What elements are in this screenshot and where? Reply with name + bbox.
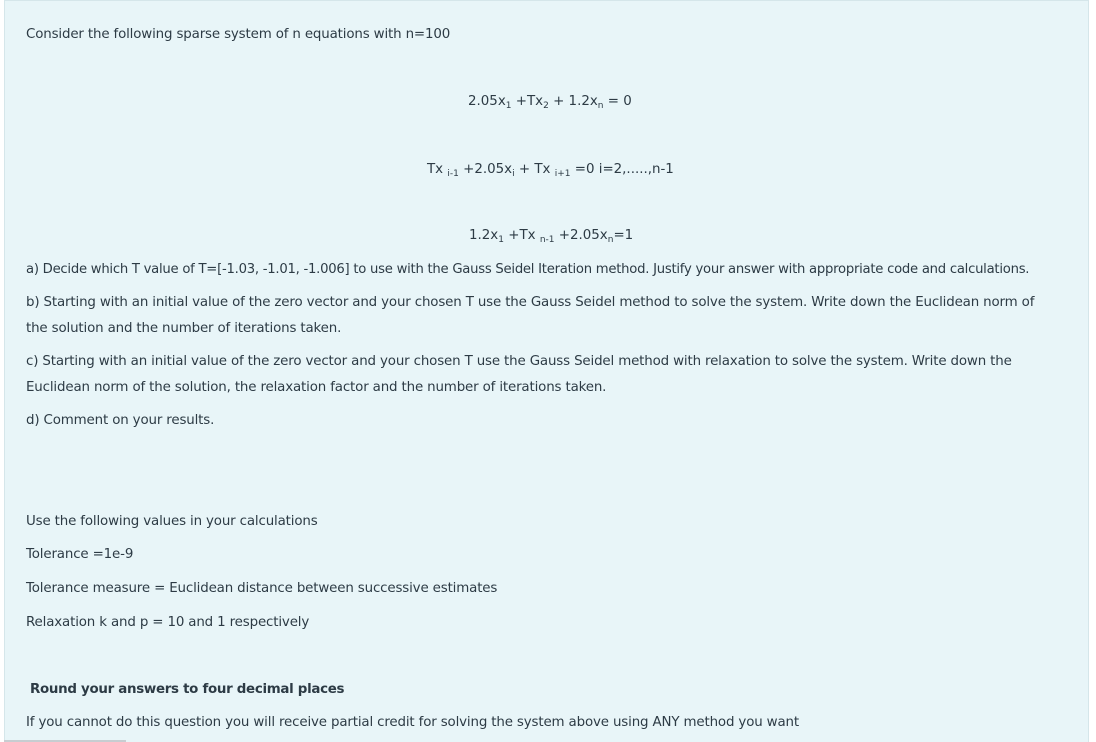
eq1-sub-1: 1 bbox=[505, 101, 512, 111]
eq2-term-4: =0 i=2,.....,n-1 bbox=[570, 162, 674, 177]
eq3-term-2: +Tx bbox=[503, 228, 540, 243]
eq1-sub-2: 2 bbox=[543, 101, 549, 111]
eq2-term-3: + Tx bbox=[514, 162, 555, 177]
eq3-sub-3: n bbox=[607, 235, 614, 245]
eq1-term-4: = 0 bbox=[603, 94, 632, 109]
eq3-term-4: =1 bbox=[613, 228, 634, 243]
eq1-term-2: +Tx bbox=[511, 94, 544, 109]
rounding-instruction: Round your answers to four decimal places bbox=[30, 682, 345, 697]
part-a: a) Decide which T value of T=[-1.03, -1.01, -1.006] to use with the Gauss Seidel Iteration method. Justify your answer with appropriate code and calculations. bbox=[26, 262, 1030, 277]
eq2-term-2: +2.05x bbox=[458, 162, 513, 177]
part-d: d) Comment on your results. bbox=[26, 413, 215, 428]
eq2-sub-1: i-1 bbox=[447, 169, 459, 179]
eq1-sub-3: n bbox=[597, 101, 604, 111]
eq1-term-1: 2.05x bbox=[468, 94, 506, 109]
partial-credit-note: If you cannot do this question you will receive partial credit for solving the system above using ANY method you want bbox=[26, 715, 799, 730]
tolerance-measure-text: Tolerance measure = Euclidean distance between successive estimates bbox=[26, 581, 498, 596]
eq2-sub-2: i bbox=[512, 169, 515, 179]
part-c: c) Starting with an initial value of the zero vector and your chosen T use the Gauss Seidel method with relaxation to solve the system. Write down the Euclidean norm of the solution, the relaxation factor and the number of iterations taken. bbox=[26, 354, 1012, 395]
eq3-term-1: 1.2x bbox=[469, 228, 499, 243]
eq3-sub-2: n-1 bbox=[539, 235, 555, 245]
part-b: b) Starting with an initial value of the zero vector and your chosen T use the Gauss Seidel method to solve the system. Write down the Euclidean norm of the solution and the number of iterations taken. bbox=[26, 295, 1035, 336]
equation-first bbox=[468, 93, 632, 111]
eq1-term-3: + 1.2x bbox=[548, 94, 598, 109]
eq2-term-1: Tx bbox=[427, 162, 448, 177]
tolerance-text: Tolerance =1e-9 bbox=[26, 547, 134, 562]
eq2-sub-3: i+1 bbox=[554, 169, 571, 179]
equation-middle bbox=[427, 161, 674, 179]
eq3-sub-1: 1 bbox=[498, 235, 504, 245]
intro-text: Consider the following sparse system of n equations with n=100 bbox=[26, 27, 451, 42]
relaxation-text: Relaxation k and p = 10 and 1 respectively bbox=[26, 615, 310, 630]
eq3-term-3: +2.05x bbox=[554, 228, 608, 243]
values-heading: Use the following values in your calculations bbox=[26, 514, 318, 529]
equation-last bbox=[469, 227, 633, 245]
